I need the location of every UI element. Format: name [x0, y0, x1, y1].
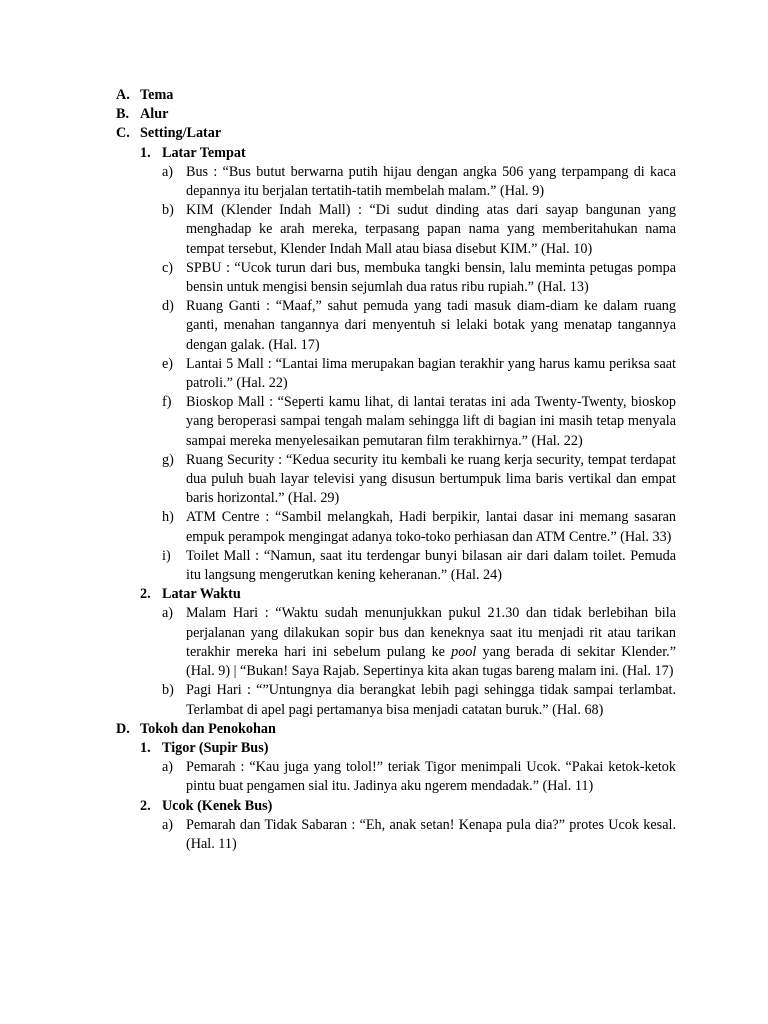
item-text: Pemarah : “Kau juga yang tolol!” teriak Tigor menimpali Ucok. “Pakai ketok-ketok pintu buat pengamen sial itu. Jadinya aku ngerem mendadak.” (Hal. 11)	[186, 759, 676, 795]
subsection-latar-tempat	[140, 144, 676, 163]
section-marker: C.	[116, 125, 130, 142]
item-marker: f)	[162, 394, 172, 411]
section-tokoh-penokohan	[116, 720, 676, 739]
item-text	[186, 604, 676, 681]
list-item-ruang-security	[162, 451, 676, 509]
document-body	[116, 86, 676, 854]
item-text: Ruang Security : “Kedua security itu kembali ke ruang kerja security, tempat terdapat dua puluh buah layar televisi yang disusun bertumpuk lima baris vertikal dan empat baris horizontal.” (Hal. 29)	[186, 451, 676, 507]
subsection-marker: 1.	[140, 144, 151, 161]
item-marker: b)	[162, 682, 174, 699]
item-text: ATM Centre : “Sambil melangkah, Hadi berpikir, lantai dasar ini memang sasaran empuk perampok mengingat adanya toko-toko perhiasan dan ATM Centre.” (Hal. 33)	[186, 509, 676, 545]
item-marker: a)	[162, 605, 174, 622]
subsection-ucok	[140, 797, 676, 816]
section-setting-latar	[116, 124, 676, 143]
subsection-marker: 1.	[140, 739, 151, 756]
subsection-heading: Latar Waktu	[162, 586, 241, 603]
section-marker: B.	[116, 106, 130, 123]
list-item-ruang-ganti	[162, 297, 676, 355]
item-text: Pagi Hari : “”Untungnya dia berangkat lebih pagi sehingga tidak sampai terlambat. Terlambat di apel pagi pertamanya bisa menjadi catatan buruk.” (Hal. 68)	[186, 682, 676, 718]
item-text: SPBU : “Ucok turun dari bus, membuka tangki bensin, lalu meminta petugas pompa bensin untuk mengisi bensin sejumlah dua ratus ribu rupiah.” (Hal. 13)	[186, 259, 676, 296]
item-marker: a)	[162, 163, 174, 180]
item-text-part: yang berada di sekitar Klender.” (Hal. 9) | “Bukan! Saya Rajab. Sepertinya kita akan tugas bareng malam ini. (Hal. 17)	[186, 643, 676, 680]
item-marker: h)	[162, 509, 174, 526]
list-item-ucok-pemarah	[162, 816, 676, 854]
item-text: Toilet Mall : “Namun, saat itu terdengar bunyi bilasan air dari dalam toilet. Pemuda itu langsung mengerutkan kening keheranan.” (Hal. 24)	[186, 547, 676, 584]
list-item-lantai-5	[162, 355, 676, 393]
section-tema	[116, 86, 676, 105]
item-marker: a)	[162, 759, 174, 776]
item-text: Bioskop Mall : “Seperti kamu lihat, di lantai teratas ini ada Twenty-Twenty, bioskop yang beroperasi sampai tengah malam sehingga lift di bagian ini masih tetap menyala sampai mereka menyelesaikan pemutaran film terakhirnya.” (Hal. 22)	[186, 394, 676, 449]
item-text-part: Malam Hari : “Waktu sudah menunjukkan pukul 21.30 dan tidak berlebihan bila perjalanan yang dilakukan sopir bus dan keneknya saat itu menjadi rit atau tarikan terakhir mereka hari ini sebelum pulang ke	[186, 605, 676, 660]
list-item-malam-hari	[162, 604, 676, 681]
list-item-toilet	[162, 547, 676, 585]
list-item-tigor-pemarah	[162, 758, 676, 796]
item-text: Pemarah dan Tidak Sabaran : “Eh, anak setan! Kenapa pula dia?” protes Ucok kesal. (Hal. 11)	[186, 816, 676, 852]
item-marker: g)	[162, 451, 174, 468]
section-heading: Alur	[140, 106, 169, 123]
subsection-latar-waktu	[140, 585, 676, 604]
item-marker: b)	[162, 202, 174, 219]
item-text: Ruang Ganti : “Maaf,” sahut pemuda yang tadi masuk diam-diam ke dalam ruang ganti, menahan tangannya dari menyentuh si lelaki botak yang menatap tangannya dengan galak. (Hal. 17)	[186, 298, 676, 353]
list-item-bioskop	[162, 393, 676, 451]
list-item-atm-centre	[162, 508, 676, 546]
section-marker: D.	[116, 720, 130, 737]
section-heading: Tema	[140, 87, 174, 103]
subsection-heading: Tigor (Supir Bus)	[162, 739, 269, 756]
section-marker: A.	[116, 87, 130, 103]
item-text: Lantai 5 Mall : “Lantai lima merupakan bagian terakhir yang harus kamu periksa saat patroli.” (Hal. 22)	[186, 355, 676, 392]
list-item-bus	[162, 163, 676, 201]
subsection-heading: Ucok (Kenek Bus)	[162, 797, 273, 814]
list-item-pagi-hari	[162, 681, 676, 719]
item-text: KIM (Klender Indah Mall) : “Di sudut dinding atas dari sayap bangunan yang menghadap ke arah mereka, terpasang papan nama yang memberitahukan nama tempat tersebut, Klender Indah Mall atau biasa disebut KIM.” (Hal. 10)	[186, 202, 676, 257]
item-marker: i)	[162, 547, 171, 564]
item-marker: d)	[162, 298, 174, 315]
item-text: Bus : “Bus butut berwarna putih hijau dengan angka 506 yang terpampang di kaca depannya itu berjalan tertatih-tatih membelah malam.” (Hal. 9)	[186, 163, 676, 200]
list-item-spbu	[162, 259, 676, 297]
subsection-heading: Latar Tempat	[162, 144, 246, 161]
list-item-kim	[162, 201, 676, 259]
italic-word: pool	[451, 643, 477, 660]
section-alur	[116, 105, 676, 124]
subsection-marker: 2.	[140, 586, 151, 603]
item-marker: a)	[162, 816, 174, 833]
subsection-tigor	[140, 739, 676, 758]
section-heading: Setting/Latar	[140, 125, 222, 142]
section-heading: Tokoh dan Penokohan	[140, 720, 276, 737]
item-marker: e)	[162, 355, 174, 372]
subsection-marker: 2.	[140, 797, 151, 814]
item-marker: c)	[162, 259, 174, 276]
